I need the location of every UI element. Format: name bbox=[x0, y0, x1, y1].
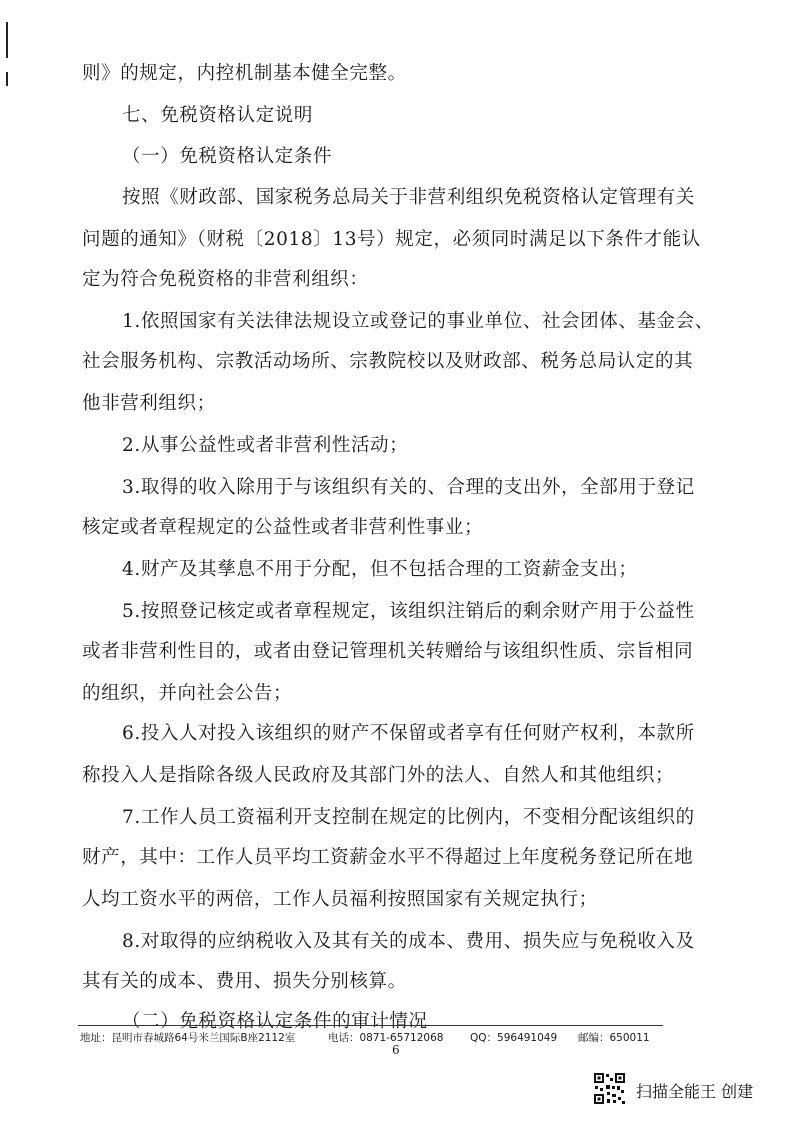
text-line: 人均工资水平的两倍，工作人员福利按照国家有关规定执行； bbox=[82, 889, 598, 910]
text-line: 的组织，并向社会公告； bbox=[82, 683, 293, 704]
page-number: 6 bbox=[392, 1043, 400, 1057]
text-line: 他非营利组织； bbox=[82, 393, 216, 414]
text-line: 3.取得的收入除用于与该组织有关的、合理的支出外，全部用于登记 bbox=[122, 477, 695, 498]
text-line: 其有关的成本、费用、损失分别核算。 bbox=[82, 971, 407, 992]
text-line: 则》的规定，内控机制基本健全完整。 bbox=[82, 63, 407, 84]
footer-address: 地址：昆明市春城路64号米兰国际B座2112室 bbox=[80, 1032, 296, 1044]
text-line: （二）免税资格认定条件的审计情况 bbox=[122, 1011, 428, 1032]
footer-phone: 电话：0871-65712068 bbox=[328, 1032, 444, 1044]
text-line: 社会服务机构、宗教活动场所、宗教院校以及财政部、税务总局认定的其 bbox=[82, 351, 694, 372]
text-line: 或者非营利性目的，或者由登记管理机关转赠给与该组织性质、宗旨相同 bbox=[82, 641, 694, 662]
text-line: 核定或者章程规定的公益性或者非营利性事业； bbox=[82, 517, 484, 538]
scan-mark-mid bbox=[6, 72, 8, 86]
footer-divider bbox=[78, 1025, 663, 1026]
text-line: 6.投入人对投入该组织的财产不保留或者享有任何财产权利，本款所 bbox=[122, 723, 695, 744]
text-line: 4.财产及其孳息不用于分配，但不包括合理的工资薪金支出； bbox=[122, 559, 638, 580]
text-line: 8.对取得的应纳税收入及其有关的成本、费用、损失应与免税收入及 bbox=[122, 931, 695, 952]
text-line: 定为符合免税资格的非营利组织： bbox=[82, 269, 369, 290]
text-line: 七、免税资格认定说明 bbox=[122, 105, 314, 126]
scanner-watermark: 扫描全能王 创建 bbox=[636, 1082, 754, 1101]
text-line: 问题的通知》（财税〔2018〕13号）规定，必须同时满足以下条件才能认 bbox=[82, 229, 701, 250]
text-line: 按照《财政部、国家税务总局关于非营利组织免税资格认定管理有关 bbox=[122, 187, 696, 208]
text-line: 7.工作人员工资福利开支控制在规定的比例内，不变相分配该组织的 bbox=[122, 807, 695, 828]
qr-code-icon bbox=[593, 1072, 626, 1105]
text-line: 2.从事公益性或者非营利性活动； bbox=[122, 435, 409, 456]
text-line: 5.按照登记核定或者章程规定，该组织注销后的剩余财产用于公益性 bbox=[122, 601, 695, 622]
footer-postcode: 邮编：650011 bbox=[578, 1032, 650, 1044]
footer-qq: QQ：596491049 bbox=[470, 1032, 558, 1044]
text-line: 财产，其中：工作人员平均工资薪金水平不得超过上年度税务登记所在地 bbox=[82, 847, 694, 868]
text-line: 称投入人是指除各级人民政府及其部门外的法人、自然人和其他组织； bbox=[82, 765, 675, 786]
text-line: 1.依照国家有关法律法规设立或登记的事业单位、社会团体、基金会、 bbox=[122, 311, 714, 332]
text-line: （一）免税资格认定条件 bbox=[122, 146, 333, 167]
scan-mark-top bbox=[6, 22, 8, 58]
